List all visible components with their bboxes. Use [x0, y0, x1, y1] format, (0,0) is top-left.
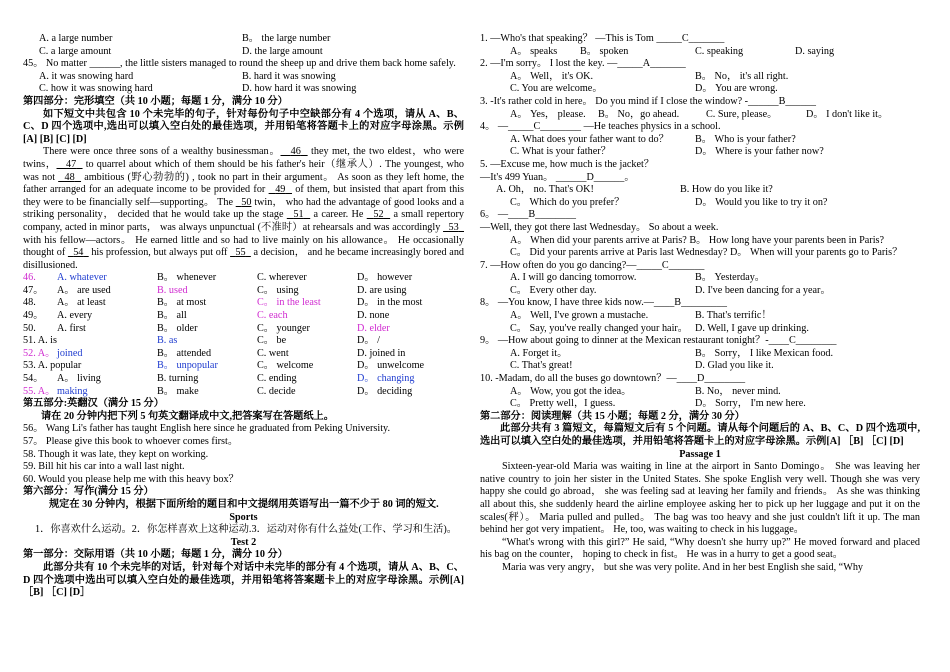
- option: D. are using: [357, 284, 407, 296]
- option: C. decide: [257, 385, 296, 397]
- option: C. a large amount: [39, 45, 112, 57]
- blank-55: 55: [235, 247, 246, 259]
- section-1-title: 第一部分：交际用语（共 10 小题；每题 1 分，满分 10 分）: [23, 549, 288, 561]
- option: B。 older: [157, 322, 198, 334]
- option: 46.: [23, 272, 36, 284]
- option: A. it was snowing hard: [39, 70, 134, 82]
- q8-options-ab: [480, 310, 920, 323]
- option: C. wherever: [257, 272, 307, 284]
- q45-options-ab: [23, 71, 464, 84]
- q8-options-cd: [480, 323, 920, 336]
- cloze-option-row: [23, 348, 464, 361]
- question-4: 4。 —_____C________ —He teaches physics in a school.: [480, 121, 721, 133]
- option: B。 unpopular: [157, 360, 218, 372]
- option: A。 Yes， please.: [510, 108, 586, 120]
- option: C。 Every other day.: [510, 284, 597, 296]
- option: 50.: [23, 322, 36, 334]
- question-7: 7. —How often do you go dancing?—_____C_______: [480, 259, 705, 271]
- option: B。 make: [157, 385, 199, 397]
- q44-options-ab: [23, 33, 464, 46]
- section-5-title: 第五部分:英翻汉（满分 15 分）: [23, 398, 164, 410]
- option: C. That's great!: [510, 360, 573, 372]
- text: ambitious (野心勃勃的) , took no part in their argument。 As soon as they left home, the father arranged for an adequate income to be provided for: [23, 171, 464, 196]
- option: D。 changing: [357, 373, 415, 385]
- option: 52. A。: [23, 347, 56, 359]
- passage-paragraph-2: “What's wrong with this girl?” He said, “Why doesn't she hurry up?” He moved forward and placed his bag on the counter， hoping to check in fist。 He was in a hurry to get a good seat。: [480, 536, 920, 561]
- passage-paragraph-1: Sixteen-year-old Maria was waiting in line at the airport in Santo Domingo。 She was leaving her native country to join her sister in the United States. She spoke English very well. Though she was very happy she could go abroad， she was feeling sad at leaving her family and friends。 As she was thinking all about this, she suddenly heard the airline employee asking her to pick up her luggage and put it on the scales(秤）。 Maria pulled and pulled。 The bag was too heavy and she just couldn't lift it up. The man behind her got very impatient。 He, too, was waiting to check in his luggage。: [480, 461, 920, 536]
- right-column: [480, 33, 920, 575]
- test-2-heading: Test 2: [230, 536, 257, 548]
- cloze-passage: [23, 146, 464, 272]
- option: C。 younger: [257, 322, 310, 334]
- option: D. the large amount: [242, 45, 323, 57]
- text: There were once three sons of a wealthy businessman。: [43, 146, 281, 158]
- blank-53: 53: [448, 221, 459, 233]
- option: 47。: [23, 284, 44, 296]
- option: [57, 335, 157, 348]
- option: joined: [57, 347, 83, 359]
- option: B. How do you like it?: [680, 184, 773, 196]
- option: D。 however: [357, 272, 413, 284]
- cloze-option-row: [23, 323, 464, 336]
- option: B. hard it was snowing: [242, 70, 336, 82]
- question-2: 2. —I'm sorry。 I lost the key. —_____A_______: [480, 58, 686, 70]
- text: a decision， and he became increasingly bored and disillusioned.: [23, 247, 465, 271]
- sentence-56: 56。 Wang Li's father has taught English here since he graduated from Peking University.: [23, 423, 391, 435]
- option: B。 attended: [157, 347, 212, 359]
- option: C. Sure, please。: [706, 108, 778, 120]
- question-8: 8。 —You know, I have three kids now.—____B_________: [480, 297, 727, 309]
- option: A. every: [57, 310, 93, 322]
- text: a career. He: [310, 209, 367, 221]
- option: D。 Would you like to try it on?: [695, 196, 828, 208]
- blank-48: 48: [64, 171, 75, 183]
- option: D. Glad you like it.: [695, 360, 774, 372]
- text: with his fellow—actors。 He earned little and so had to live mainly on his allowance。 He occasionally thought of: [23, 234, 464, 259]
- option: B。 Who is your father?: [695, 133, 796, 145]
- option: A。 are used: [57, 284, 111, 296]
- q2-options-cd: [480, 83, 920, 96]
- option: B. as: [157, 335, 178, 347]
- option: B. turning: [157, 373, 199, 385]
- question-1: 1. —Who's that speaking？ —This is Tom _____C_______: [480, 33, 725, 44]
- option: B。 Yesterday。: [695, 272, 765, 284]
- passage-title: Passage 1: [679, 448, 721, 460]
- q10-options-cd: [480, 398, 920, 411]
- option: B。 the large number: [242, 33, 331, 44]
- option: C. What is your father？: [510, 146, 611, 158]
- text: a small repertory company, acted in minor parts， was always unpunctual (不准时）at rehearsals and was accordingly: [23, 209, 465, 233]
- option: B。 No，go ahead.: [598, 108, 680, 120]
- blank-51: 51: [293, 209, 304, 221]
- option: making: [57, 385, 88, 397]
- option: B. No， never mind.: [695, 385, 781, 397]
- cloze-option-row: [23, 297, 464, 310]
- option: D. joined in: [357, 347, 406, 359]
- option: B。 No， it's all right.: [695, 70, 789, 82]
- q4-options-cd: [480, 146, 920, 159]
- option: D。 unwelcome: [357, 360, 425, 372]
- option: B。 whenever: [157, 272, 217, 284]
- q10-options-ab: [480, 386, 920, 399]
- option: C。 using: [257, 284, 299, 296]
- section-4-title: 第四部分：完形填空（共 10 小题；每题 1 分，满分 10 分）: [23, 95, 288, 107]
- question-9: 9。 —How about going to dinner at the Mexican restaurant tonight？-____C________: [480, 335, 837, 347]
- option: D. saying: [795, 45, 835, 57]
- option: 53. A. popular: [23, 360, 82, 372]
- option: A. Oh， no. That's OK!: [496, 184, 594, 196]
- option: A。 at least: [57, 297, 106, 309]
- text: his profession, but always put off: [88, 247, 231, 259]
- option: C. ending: [257, 373, 297, 385]
- option: B。 all: [157, 310, 187, 322]
- option: C。 Say, you've really changed your hair。: [510, 322, 688, 334]
- q1-options: [480, 46, 920, 59]
- option: A. a large number: [39, 33, 113, 44]
- option: C. speaking: [695, 45, 744, 57]
- essay-outline: 1．你喜欢什么运动。2．你怎样喜欢上这种运动.3．运动对你有什么益处(工作、学习和生活)。: [35, 524, 457, 536]
- option: A。 speaks: [510, 45, 558, 57]
- cloze-option-row: [23, 272, 464, 285]
- cloze-option-row: [23, 310, 464, 323]
- q6-options-ab: A。 When did your parents arrive at Paris? B。 How long have your parents been in Paris?: [510, 234, 885, 246]
- option: C。 Pretty well，I guess.: [510, 398, 616, 410]
- cloze-option-row: [23, 360, 464, 373]
- blank-54: 54: [73, 247, 84, 259]
- option: C。 welcome: [257, 360, 314, 372]
- option: A. What does your father want to do？: [510, 133, 669, 145]
- option: D. elder: [357, 322, 390, 334]
- option: D. none: [357, 310, 390, 322]
- section-5-instructions: 请在 20 分钟内把下列 5 句英文翻译成中文,把答案写在答题纸上。: [41, 410, 334, 422]
- cloze-option-row: [23, 285, 464, 298]
- blank-49: 49: [275, 184, 286, 196]
- option: D。 in the most: [357, 297, 423, 309]
- text: of them, but insisted that apart from this they were to be financially self—supporting。 The: [23, 184, 465, 208]
- cloze-option-row: [23, 373, 464, 386]
- option: C. You are welcome。: [510, 83, 603, 95]
- option: D。 Where is your father now?: [695, 146, 824, 158]
- section-4-instructions: 如下短文中共包含 10 个未完毕的句子，针对每份句子中空缺部分有 4 个选项，请从 A、B、C、D 四个选项中,选出可以填入空白处的最佳选项，并用铅笔将答题卡上的对应字母涂黑。示例[A] [B] [C] [D]: [23, 108, 464, 145]
- sentence-60: 60. Would you please help me with this heavy box？: [23, 473, 239, 485]
- q6-options-cd: C。 Did your parents arrive at Paris last Wednesday? D。 When will your parents go to Paris？: [510, 247, 903, 259]
- option: 48.: [23, 297, 36, 309]
- q3-options: [480, 109, 920, 122]
- q5-options-ab: [480, 184, 920, 197]
- q9-options-cd: [480, 360, 920, 373]
- q9-options-ab: [480, 348, 920, 361]
- question-3: 3. -It's rather cold in here。 Do you mind if I close the window? -______B______: [480, 95, 816, 107]
- option: A。 living: [57, 373, 101, 385]
- option: B. used: [157, 284, 188, 296]
- passage-paragraph-3: Maria was very angry， but she was very polite. And in her best English she said, “Why: [502, 561, 864, 573]
- q44-options-cd: [23, 46, 464, 59]
- option: B。 spoken: [580, 45, 629, 57]
- option: D. I've been dancing for a year。: [695, 284, 831, 296]
- section-1-instructions: 此部分共有 10 个未完毕的对话，针对每个对话中未完毕的部分有 4 个选项，请从 A、B、C、D 四个选项中选出可以填入空白处的最佳选项，并用铅笔将答案题卡上的对应字母涂黑。示例[A] ［B] ［C] [D］: [23, 561, 464, 599]
- option: B。 at most: [157, 297, 207, 309]
- q5-options-cd: [480, 197, 920, 210]
- q2-options-ab: [480, 71, 920, 84]
- sentence-58: 58. Though it was late, they kept on working.: [23, 448, 209, 460]
- option: D。 I don't like it。: [806, 108, 889, 120]
- option: C。 Which do you prefer？: [510, 196, 625, 208]
- option: [57, 360, 157, 373]
- option: A. whatever: [57, 272, 107, 284]
- option: 49。: [23, 310, 44, 322]
- essay-title: Sports: [229, 511, 258, 523]
- section-6-title: 第六部分：写作(满分 15 分）: [23, 486, 154, 498]
- blank-47: 47: [66, 158, 77, 170]
- q7-options-cd: [480, 285, 920, 298]
- question-5-reply: —It's 499 Yuan。 ______D______。: [480, 171, 635, 183]
- q7-options-ab: [480, 272, 920, 285]
- sentence-59: 59. Bill hit his car into a wall last night.: [23, 461, 185, 473]
- option: D。 /: [357, 335, 380, 347]
- option: C。 in the least: [257, 297, 321, 309]
- option: C. went: [257, 347, 289, 359]
- option: A. first: [57, 322, 86, 334]
- question-45: 45。 No matter ______, the little sisters managed to round the sheep up and drive them back home safely.: [23, 58, 456, 70]
- option: B. That's terrific！: [695, 310, 772, 322]
- text: to quarrel about which of them should be his father's heir（继承人）. The youngest, who was not: [23, 158, 465, 183]
- option: C. each: [257, 310, 288, 322]
- option: A. I will go dancing tomorrow.: [510, 272, 637, 284]
- option: D. how hard it was snowing: [242, 83, 357, 95]
- section-2-title: 第二部分：阅读理解（共 15 小题；每题 2 分，满分 30 分）: [480, 410, 745, 422]
- option: D。 Sorry， I'm new here.: [695, 398, 806, 410]
- option: A。 Wow, you got the idea。: [510, 385, 632, 397]
- sentence-57: 57。 Please give this book to whoever comes first。: [23, 436, 239, 447]
- option: A。 Well， it's OK.: [510, 70, 594, 82]
- option: 55. A。: [23, 385, 56, 397]
- option: C. how it was snowing hard: [39, 83, 153, 95]
- option: 51. A. is: [23, 335, 57, 347]
- q4-options-ab: [480, 134, 920, 147]
- cloze-option-row: [23, 386, 464, 399]
- option: A。 Well, I've grown a mustache.: [510, 310, 649, 322]
- section-6-instructions: 规定在 30 分钟内，根据下面所给的题目和中文提纲用英语写出一篇不少于 80 词的短文.: [49, 498, 439, 510]
- blank-46: 46: [290, 146, 301, 158]
- option: B。 Sorry， I like Mexican food.: [695, 347, 834, 359]
- option: A. Forget it。: [510, 347, 568, 359]
- question-6: 6。 —____B________: [480, 209, 576, 221]
- cloze-option-row: [23, 335, 464, 348]
- text: twin， who had the advantage of good looks and a striking personality， decided that he would take up the stage: [23, 196, 464, 221]
- question-6-reply: —Well, they got there last Wednesday。 So about a week.: [480, 221, 719, 233]
- question-10: 10. -Madam, do all the buses go downtown？—____D________: [480, 373, 746, 385]
- question-5: 5. —Excuse me, how much is the jacket？: [480, 158, 654, 170]
- q45-options-cd: [23, 83, 464, 96]
- blank-50: 50: [241, 196, 252, 208]
- option: 54。: [23, 373, 44, 385]
- text: they met, the two eldest，who were twins，: [23, 146, 465, 170]
- left-column: [23, 33, 464, 600]
- cloze-options: [23, 272, 464, 398]
- option: D。 deciding: [357, 385, 413, 397]
- option: C。 be: [257, 335, 287, 347]
- blank-52: 52: [373, 209, 384, 221]
- section-2-instructions: 此部分共有 3 篇短文，每篇短文后有 5 个问题。请从每个问题后的 A、B、C、D 四个选项中,选出可以填入空白处的最佳选项，并用铅笔将答题卡上的对应字母涂黑。示例[A] ［B] ［C] [D]: [480, 423, 920, 447]
- option: D. Well, I gave up drinking.: [695, 322, 809, 334]
- option: D。 You are wrong.: [695, 83, 778, 95]
